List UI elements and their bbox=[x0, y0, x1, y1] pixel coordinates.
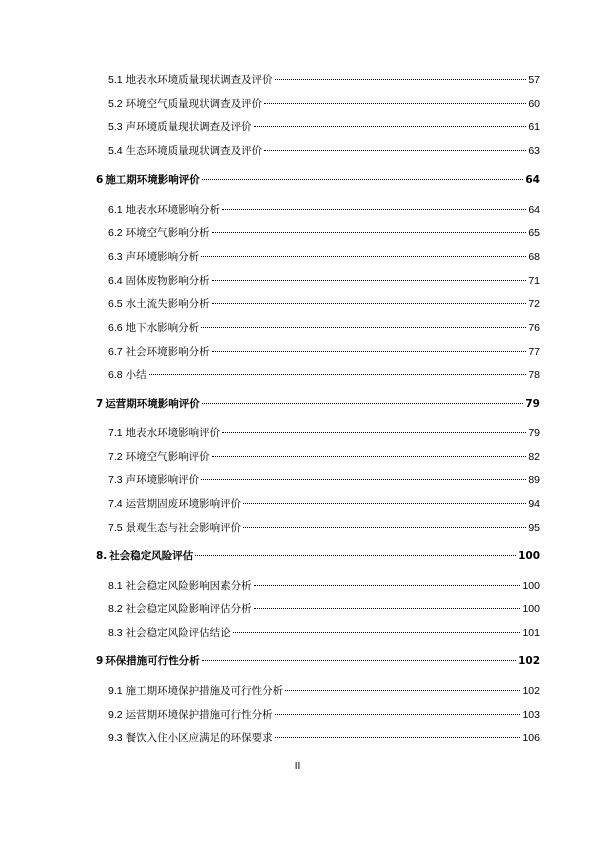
toc-entry-number: 6.7 bbox=[108, 346, 123, 358]
toc-entry[interactable] bbox=[108, 473, 540, 487]
toc-entry-number: 9.2 bbox=[108, 709, 123, 721]
toc-entry-page: 82 bbox=[528, 451, 540, 463]
toc-entry-number: 8.2 bbox=[108, 603, 123, 615]
toc-entry-page: 102 bbox=[522, 685, 540, 697]
toc-entry-page: 94 bbox=[528, 498, 540, 510]
toc-entry[interactable] bbox=[108, 250, 540, 264]
toc-entry[interactable] bbox=[108, 602, 540, 616]
toc-dot-leader bbox=[202, 660, 516, 661]
toc-entry-number: 6.3 bbox=[108, 251, 123, 263]
toc-entry-number: 6.2 bbox=[108, 227, 123, 239]
toc-dot-leader bbox=[222, 432, 526, 433]
toc-dot-leader bbox=[275, 737, 521, 738]
toc-entry[interactable] bbox=[108, 684, 540, 698]
toc-entry-number: 7.2 bbox=[108, 451, 123, 463]
toc-entry-title: 社会稳定风险影响因素分析 bbox=[125, 580, 252, 592]
toc-entry-title: 运营期环境保护措施可行性分析 bbox=[125, 709, 273, 721]
toc-dot-leader bbox=[254, 608, 521, 609]
toc-entry[interactable] bbox=[108, 521, 540, 535]
toc-dot-leader bbox=[212, 232, 527, 233]
toc-entry-page: 57 bbox=[528, 74, 540, 86]
toc-entry-title: 社会稳定风险影响评估分析 bbox=[125, 603, 252, 615]
toc-dot-leader bbox=[202, 179, 524, 180]
toc-entry-title: 水土流失影响分析 bbox=[125, 298, 210, 310]
toc-entry-number: 6.6 bbox=[108, 322, 123, 334]
toc-entry-title: 餐饮入住小区应满足的环保要求 bbox=[125, 732, 273, 744]
toc-chapter-number: 9 bbox=[96, 655, 104, 667]
toc-entry[interactable] bbox=[108, 120, 540, 134]
toc-entry[interactable] bbox=[108, 731, 540, 745]
toc-dot-leader bbox=[243, 503, 526, 504]
toc-chapter-title: 运营期环境影响评价 bbox=[105, 398, 200, 410]
toc-entry-title: 生态环境质量现状调查及评价 bbox=[125, 145, 263, 157]
toc-entry-page: 61 bbox=[528, 121, 540, 133]
toc-entry-number: 6.1 bbox=[108, 204, 123, 216]
toc-entry[interactable] bbox=[108, 144, 540, 158]
toc-entry-title: 地表水环境影响评价 bbox=[125, 427, 221, 439]
toc-dot-leader bbox=[222, 209, 526, 210]
toc-entry-title: 环境空气影响分析 bbox=[125, 227, 210, 239]
toc-chapter-title: 施工期环境影响评价 bbox=[105, 174, 200, 186]
toc-chapter-page: 102 bbox=[518, 655, 540, 667]
toc-entry-number: 6.5 bbox=[108, 298, 123, 310]
toc-entry-title: 地表水环境质量现状调查及评价 bbox=[125, 74, 273, 86]
toc-entry[interactable] bbox=[108, 97, 540, 111]
toc-entry-page: 79 bbox=[528, 427, 540, 439]
toc-entry-page: 100 bbox=[522, 580, 540, 592]
toc-dot-leader bbox=[149, 374, 527, 375]
toc-entry-page: 78 bbox=[528, 369, 540, 381]
toc-chapter-page: 64 bbox=[525, 174, 540, 186]
toc-entry-title: 环境空气影响评价 bbox=[125, 451, 210, 463]
toc-entry-page: 60 bbox=[528, 98, 540, 110]
toc-dot-leader bbox=[212, 456, 527, 457]
toc-entry-page: 106 bbox=[522, 732, 540, 744]
toc-chapter-number: 8. bbox=[96, 550, 108, 562]
toc-entry[interactable] bbox=[108, 274, 540, 288]
toc-chapter-entry[interactable] bbox=[96, 549, 540, 563]
toc-entry[interactable] bbox=[108, 626, 540, 640]
toc-dot-leader bbox=[275, 79, 527, 80]
toc-entry-number: 6.4 bbox=[108, 275, 123, 287]
toc-dot-leader bbox=[212, 280, 527, 281]
toc-chapter-title: 社会稳定风险评估 bbox=[109, 550, 194, 562]
toc-dot-leader bbox=[243, 527, 526, 528]
toc-dot-leader bbox=[212, 303, 527, 304]
toc-entry-number: 8.3 bbox=[108, 627, 123, 639]
toc-entry[interactable] bbox=[108, 368, 540, 382]
toc-dot-leader bbox=[264, 150, 526, 151]
toc-entry-number: 5.2 bbox=[108, 98, 123, 110]
page-number: II bbox=[294, 761, 301, 772]
toc-entry-number: 9.3 bbox=[108, 732, 123, 744]
toc-entry[interactable] bbox=[108, 345, 540, 359]
toc-entry[interactable] bbox=[108, 297, 540, 311]
toc-entry-title: 施工期环境保护措施及可行性分析 bbox=[125, 685, 284, 697]
toc-entry-number: 5.4 bbox=[108, 145, 123, 157]
toc-dot-leader bbox=[233, 632, 521, 633]
toc-entry-number: 7.5 bbox=[108, 522, 123, 534]
toc-entry[interactable] bbox=[108, 579, 540, 593]
toc-entry-title: 环境空气质量现状调查及评价 bbox=[125, 98, 263, 110]
toc-entry[interactable] bbox=[108, 203, 540, 217]
toc-entry-page: 101 bbox=[522, 627, 540, 639]
toc-entry-page: 76 bbox=[528, 322, 540, 334]
toc-entry-title: 社会稳定风险评估结论 bbox=[125, 627, 231, 639]
toc-dot-leader bbox=[202, 403, 524, 404]
toc-entry[interactable] bbox=[108, 426, 540, 440]
toc-dot-leader bbox=[201, 479, 526, 480]
toc-entry[interactable] bbox=[108, 708, 540, 722]
toc-entry[interactable] bbox=[108, 450, 540, 464]
toc-entry-page: 103 bbox=[522, 709, 540, 721]
toc-entry-title: 地表水环境影响分析 bbox=[125, 204, 221, 216]
toc-dot-leader bbox=[254, 585, 521, 586]
toc-entry-page: 71 bbox=[528, 275, 540, 287]
toc-entry-title: 社会环境影响分析 bbox=[125, 346, 210, 358]
toc-entry[interactable] bbox=[108, 497, 540, 511]
toc-dot-leader bbox=[254, 126, 527, 127]
toc-entry-number: 5.1 bbox=[108, 74, 123, 86]
toc-entry-number: 7.3 bbox=[108, 474, 123, 486]
toc-entry-page: 63 bbox=[528, 145, 540, 157]
toc-entry-number: 9.1 bbox=[108, 685, 123, 697]
toc-entry-title: 地下水影响分析 bbox=[125, 322, 200, 334]
toc-entry-page: 89 bbox=[528, 474, 540, 486]
toc-dot-leader bbox=[212, 351, 527, 352]
toc-entry-number: 7.1 bbox=[108, 427, 123, 439]
toc-entry-title: 声环境质量现状调查及评价 bbox=[125, 121, 252, 133]
toc-dot-leader bbox=[201, 256, 526, 257]
toc-entry-number: 5.3 bbox=[108, 121, 123, 133]
toc-chapter-title: 环保措施可行性分析 bbox=[105, 655, 200, 667]
toc-entry[interactable] bbox=[108, 73, 540, 87]
toc-chapter-page: 100 bbox=[518, 550, 540, 562]
toc-entry-title: 小结 bbox=[125, 369, 147, 381]
toc-chapter-entry[interactable] bbox=[96, 173, 540, 187]
toc-entry-title: 运营期固废环境影响评价 bbox=[125, 498, 242, 510]
toc-dot-leader bbox=[201, 327, 526, 328]
toc-dot-leader bbox=[285, 690, 520, 691]
toc-dot-leader bbox=[195, 555, 516, 556]
toc-chapter-entry[interactable] bbox=[96, 654, 540, 668]
toc-dot-leader bbox=[275, 714, 521, 715]
toc-entry-number: 6.8 bbox=[108, 369, 123, 381]
toc-entry-page: 100 bbox=[522, 603, 540, 615]
toc-entry[interactable] bbox=[108, 226, 540, 240]
toc-entry[interactable] bbox=[108, 321, 540, 335]
toc-chapter-entry[interactable] bbox=[96, 397, 540, 411]
toc-entry-number: 8.1 bbox=[108, 580, 123, 592]
toc-entry-title: 声环境影响评价 bbox=[125, 474, 200, 486]
toc-chapter-number: 6 bbox=[96, 174, 104, 186]
toc-entry-page: 65 bbox=[528, 227, 540, 239]
toc-entry-title: 景观生态与社会影响评价 bbox=[125, 522, 242, 534]
toc-entry-page: 72 bbox=[528, 298, 540, 310]
toc-entry-page: 95 bbox=[528, 522, 540, 534]
toc-entry-number: 7.4 bbox=[108, 498, 123, 510]
toc-chapter-page: 79 bbox=[525, 398, 540, 410]
toc-entry-page: 77 bbox=[528, 346, 540, 358]
toc-chapter-number: 7 bbox=[96, 398, 104, 410]
toc-entry-page: 68 bbox=[528, 251, 540, 263]
toc-entry-page: 64 bbox=[528, 204, 540, 216]
toc-entry-title: 固体废物影响分析 bbox=[125, 275, 210, 287]
toc-entry-title: 声环境影响分析 bbox=[125, 251, 200, 263]
toc-dot-leader bbox=[264, 103, 526, 104]
